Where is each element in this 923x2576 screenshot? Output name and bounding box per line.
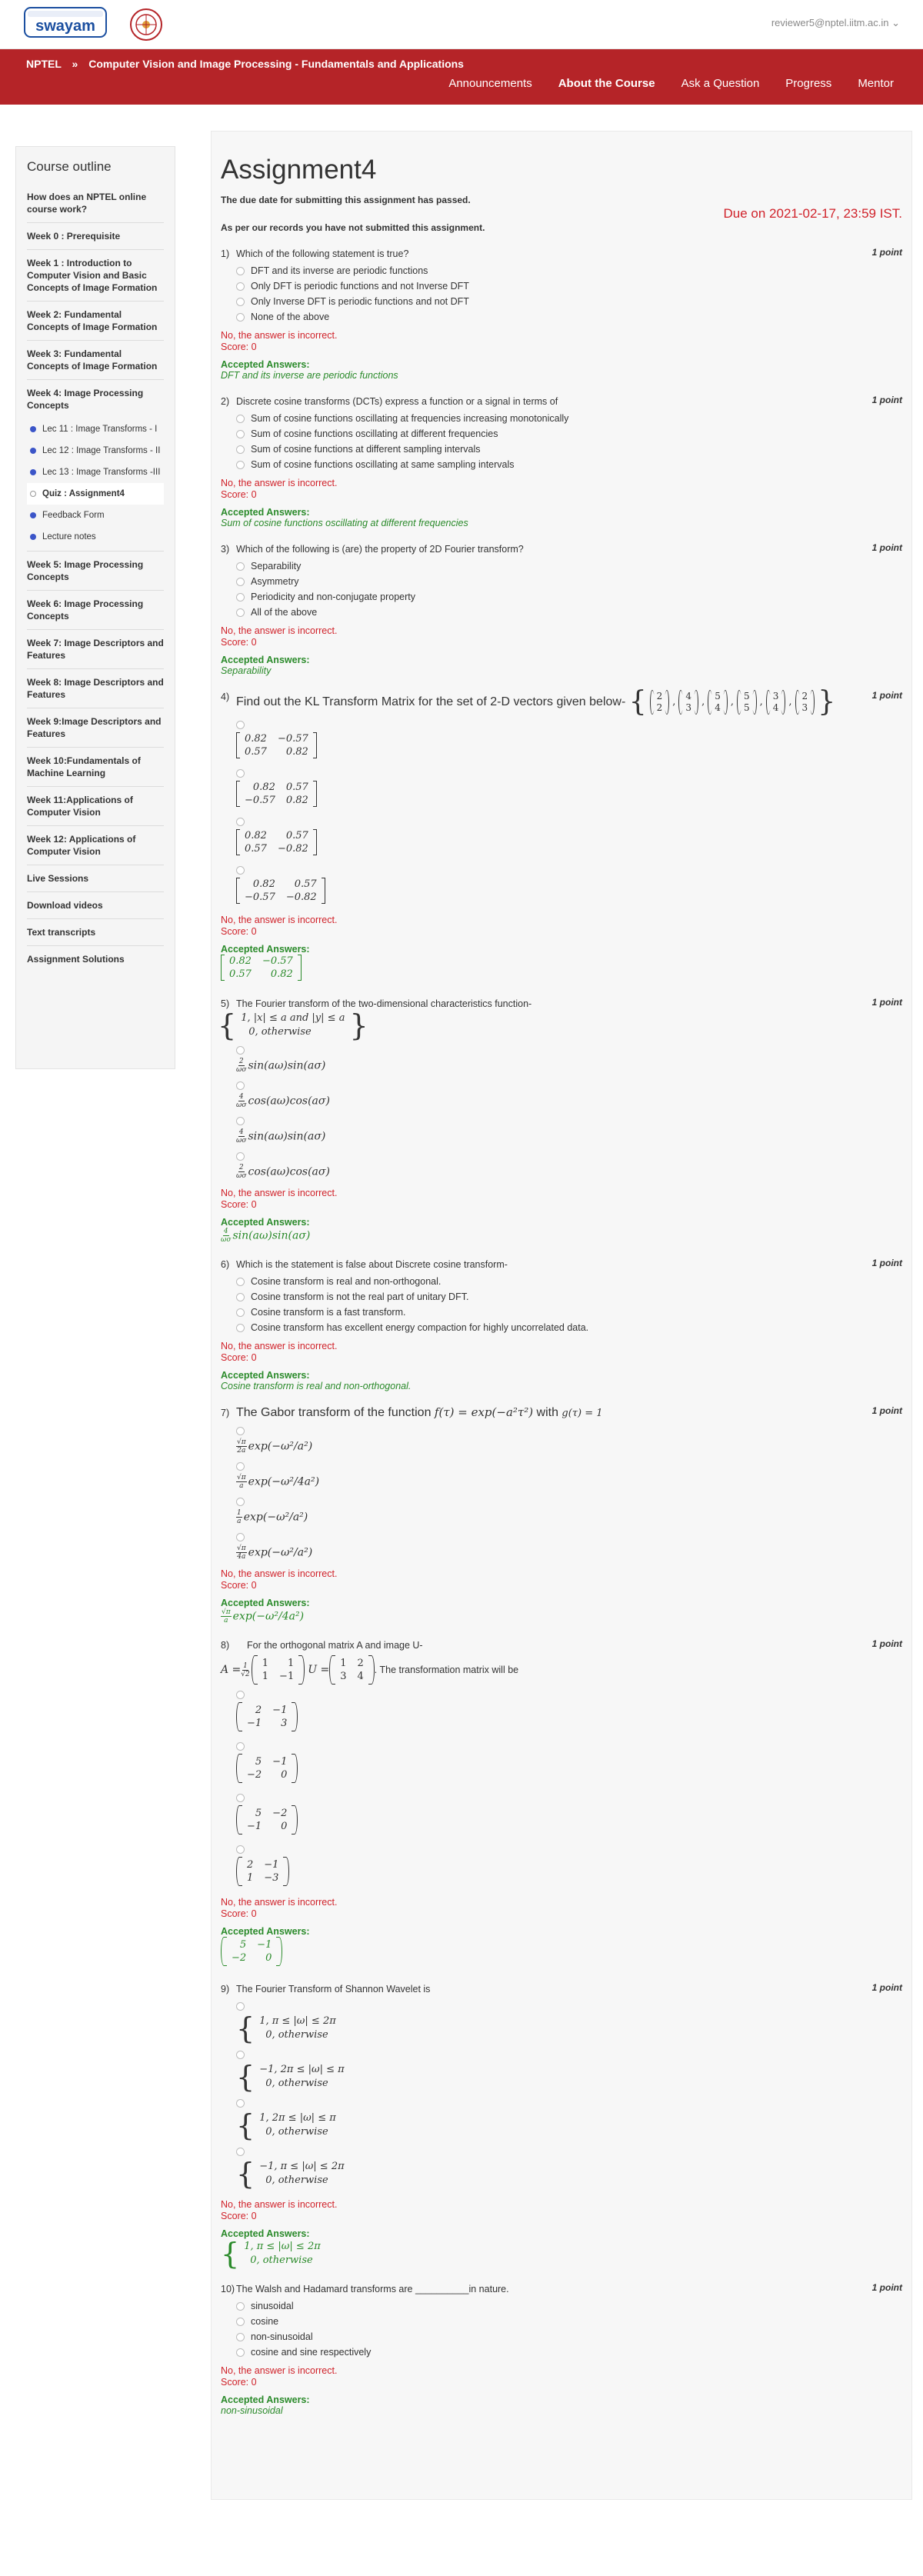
option-matrix[interactable]: 5 −2 −1 0 — [236, 1805, 902, 1838]
accepted-answers-title: Accepted Answers: — [221, 359, 310, 370]
option-formula[interactable]: $\frac{√\pi}{4a}$ exp(−ω²/a²) — [237, 1545, 313, 1561]
incorrect-label: No, the answer is incorrect. — [221, 915, 338, 925]
option[interactable] — [236, 444, 902, 455]
radio-button[interactable] — [236, 2051, 245, 2059]
radio-button[interactable] — [236, 2333, 245, 2341]
option-label: Periodicity and non-conjugate property — [251, 592, 416, 602]
question-text — [221, 686, 902, 718]
radio-button[interactable] — [236, 2318, 245, 2326]
question-number: 4) — [221, 691, 230, 702]
accepted-answer: Sum of cosine functions oscillating at different frequencies — [221, 518, 468, 528]
radio-button[interactable] — [236, 313, 245, 322]
accepted-answer: Separability — [221, 665, 272, 676]
score-label: Score: 0 — [221, 926, 257, 937]
accepted-answer: 5 −1 −2 0 — [221, 1937, 902, 1968]
sidebar-item-week8[interactable]: Week 8: Image Descriptors and Features — [27, 669, 164, 708]
accepted-answer: $\frac{√\pi}{a}$ exp(−ω²/4a²) — [222, 1608, 305, 1625]
score-label: Score: 0 — [221, 1580, 257, 1591]
option-matrix[interactable]: 0.82 0.57 −0.57 0.82 — [236, 781, 902, 810]
incorrect-label: No, the answer is incorrect. — [221, 2365, 338, 2376]
question-text — [221, 247, 902, 261]
breadcrumb-separator: » — [72, 58, 78, 70]
sidebar-subitem-label: Quiz : Assignment4 — [42, 489, 125, 498]
question-text — [221, 395, 902, 408]
question-1 — [221, 247, 902, 381]
radio-button[interactable] — [236, 2099, 245, 2108]
sidebar-subitem-lec11[interactable] — [27, 418, 164, 440]
option-label: Sum of cosine functions oscillating at different frequencies — [251, 428, 498, 439]
radio-button[interactable] — [236, 818, 245, 826]
point-label: 1 point — [871, 1638, 902, 1649]
option-label: Only DFT is periodic functions and not Inverse DFT — [251, 281, 469, 292]
incorrect-feedback — [221, 1188, 902, 1211]
option-formula[interactable]: $\frac{√\pi}{a}$ exp(−ω²/4a²) — [237, 1474, 320, 1490]
option-label: All of the above — [251, 607, 318, 618]
score-label: Score: 0 — [221, 342, 257, 352]
radio-button[interactable] — [236, 1427, 245, 1435]
radio-button[interactable] — [236, 769, 245, 778]
incorrect-label: No, the answer is incorrect. — [221, 2199, 338, 2210]
option-label: cosine — [251, 2316, 279, 2327]
option[interactable] — [236, 428, 902, 439]
radio-button[interactable] — [236, 1278, 245, 1286]
radio-button[interactable] — [236, 1794, 245, 1802]
sidebar-item-week3[interactable]: Week 3: Fundamental Concepts of Image Formation — [27, 341, 164, 380]
pending-circle-icon — [30, 491, 36, 497]
radio-button[interactable] — [236, 445, 245, 454]
sidebar-item-how-it-works[interactable]: How does an NPTEL online course work? — [27, 184, 164, 223]
score-label: Score: 0 — [221, 2377, 257, 2388]
radio-button[interactable] — [236, 593, 245, 602]
sidebar-item-week10[interactable]: Week 10:Fundamentals of Machine Learning — [27, 748, 164, 787]
question-6 — [221, 1258, 902, 1391]
score-label: Score: 0 — [221, 1908, 257, 1919]
option[interactable] — [236, 1307, 902, 1318]
radio-button[interactable] — [236, 1498, 245, 1506]
incorrect-label: No, the answer is incorrect. — [221, 625, 338, 636]
point-label: 1 point — [871, 2282, 902, 2293]
option-label: cosine and sine respectively — [251, 2347, 372, 2358]
incorrect-feedback — [221, 1897, 902, 1920]
question-text — [221, 1405, 902, 1421]
top-header — [0, 0, 923, 49]
accepted-answers-title: Accepted Answers: — [221, 507, 310, 518]
option-label: Separability — [251, 561, 302, 572]
radio-button[interactable] — [236, 1533, 245, 1541]
nav-mentor[interactable]: Mentor — [858, 77, 894, 90]
point-label: 1 point — [871, 997, 902, 1008]
deadline-passed-note: The due date for submitting this assignment has passed. — [221, 195, 471, 205]
logo-text: swayam — [35, 18, 95, 35]
accepted-answer: DFT and its inverse are periodic functions — [221, 370, 398, 381]
swayam-logo[interactable] — [23, 6, 108, 38]
option-formula[interactable]: $\frac{2}{\omega\sigma}$ cos(aω)cos(aσ) — [236, 1164, 330, 1180]
breadcrumb — [26, 58, 464, 70]
vector: 3 4 — [766, 690, 786, 715]
sidebar-item-week12[interactable]: Week 12: Applications of Computer Vision — [27, 826, 164, 865]
sidebar-subitem-label: Feedback Form — [42, 511, 105, 520]
sidebar-title: Course outline — [27, 159, 112, 174]
accepted-answers-title: Accepted Answers: — [221, 1926, 310, 1937]
page-title: Assignment4 — [221, 155, 377, 185]
option[interactable] — [236, 2331, 902, 2342]
option[interactable] — [236, 576, 902, 587]
question-7 — [221, 1405, 902, 1625]
radio-button[interactable] — [236, 415, 245, 423]
accepted-answer: $\frac{4}{\omega\sigma}$ sin(aω)sin(aσ) — [221, 1228, 311, 1244]
radio-button[interactable] — [236, 1152, 245, 1161]
option-label: Only Inverse DFT is periodic functions and not DFT — [251, 296, 469, 307]
question-text — [221, 542, 902, 556]
option-list — [236, 1046, 902, 1180]
radio-button[interactable] — [236, 2002, 245, 2011]
option-label: Cosine transform is a fast transform. — [251, 1307, 406, 1318]
matrix-a-label: A = — [221, 1664, 242, 1676]
completed-dot-icon — [30, 534, 36, 540]
question-10 — [221, 2282, 902, 2416]
radio-button[interactable] — [236, 461, 245, 469]
sidebar-item-week9[interactable]: Week 9:Image Descriptors and Features — [27, 708, 164, 748]
radio-button[interactable] — [236, 562, 245, 571]
vector: 2 2 — [650, 690, 670, 715]
assignment-panel — [211, 131, 912, 2500]
option-label: Sum of cosine functions oscillating at same sampling intervals — [251, 459, 515, 470]
option[interactable] — [236, 2316, 902, 2327]
sidebar-subitem-label: Lecture notes — [42, 532, 96, 542]
sidebar-subitem-label: Lec 11 : Image Transforms - I — [42, 425, 158, 434]
option-formula[interactable]: $\frac{4}{\omega\sigma}$ sin(aω)sin(aσ) — [236, 1128, 326, 1145]
radio-button[interactable] — [236, 578, 245, 586]
question-3 — [221, 542, 902, 676]
sidebar-item-week4[interactable]: Week 4: Image Processing Concepts — [27, 388, 144, 411]
course-nav-bar — [0, 49, 923, 105]
accepted-answers-title: Accepted Answers: — [221, 2228, 310, 2239]
radio-button[interactable] — [236, 2348, 245, 2357]
option-formula[interactable]: $\frac{2}{\omega\sigma}$ sin(aω)sin(aσ) — [236, 1058, 326, 1074]
question-4 — [221, 686, 902, 983]
score-label: Score: 0 — [221, 637, 257, 648]
option-list — [236, 721, 902, 907]
sidebar-item-week1[interactable]: Week 1 : Introduction to Computer Vision and Basic Concepts of Image Formation — [27, 250, 164, 302]
question-prompt: For the orthogonal matrix A and image U- — [247, 1640, 423, 1651]
question-2 — [221, 395, 902, 528]
point-label: 1 point — [871, 247, 902, 258]
incorrect-feedback — [221, 1568, 902, 1591]
option-formula[interactable]: $\frac{√\pi}{2a}$ exp(−ω²/a²) — [237, 1438, 313, 1455]
vector: 5 5 — [737, 690, 757, 715]
option-label: Cosine transform has excellent energy compaction for highly uncorrelated data. — [251, 1322, 589, 1333]
sidebar-item-week0[interactable]: Week 0 : Prerequisite — [27, 223, 164, 250]
vector: 5 4 — [708, 690, 728, 715]
option-label: Sum of cosine functions at different sampling intervals — [251, 444, 481, 455]
score-label: Score: 0 — [221, 489, 257, 500]
sidebar-subitem-label: Lec 13 : Image Transforms -III — [42, 468, 161, 477]
accepted-answer: 0.82 −0.57 0.57 0.82 — [221, 955, 902, 983]
incorrect-label: No, the answer is incorrect. — [221, 1568, 338, 1579]
orthogonal-matrix-definition: A = $\frac{1}{√2}$ 1 1 1 −1 U = 1 2 3 4 . The transformation matrix will be — [221, 1655, 902, 1685]
accepted-answers-title: Accepted Answers: — [221, 2394, 310, 2405]
option-label: None of the above — [251, 312, 330, 322]
incorrect-feedback — [221, 2199, 902, 2222]
matrix-u-label: U = — [308, 1664, 330, 1676]
question-number: 2) — [221, 396, 230, 407]
question-connector: with — [536, 1406, 558, 1419]
sidebar-item-assignment-solutions[interactable]: Assignment Solutions — [27, 954, 125, 965]
open-brace: { — [628, 686, 647, 718]
point-label: 1 point — [871, 1982, 902, 1993]
question-prompt: Which of the following statement is true? — [236, 248, 409, 259]
radio-button[interactable] — [236, 721, 245, 729]
question-prompt: The Fourier transform of the two-dimensional characteristics function- — [236, 998, 532, 1009]
option-list — [236, 2002, 902, 2191]
score-label: Score: 0 — [221, 2211, 257, 2221]
option[interactable] — [236, 561, 902, 572]
user-menu[interactable] — [771, 17, 900, 29]
sidebar-subitem-notes[interactable] — [27, 526, 164, 552]
option[interactable] — [236, 592, 902, 602]
option-matrix[interactable]: 0.82 0.57 −0.57 −0.82 — [236, 878, 902, 907]
question-tail: . The transformation matrix will be — [374, 1665, 519, 1675]
radio-button[interactable] — [236, 1293, 245, 1301]
option-matrix[interactable]: 2 −1 1 −3 — [236, 1857, 902, 1889]
sidebar-item-week7[interactable]: Week 7: Image Descriptors and Features — [27, 630, 164, 669]
incorrect-feedback — [221, 478, 902, 501]
option[interactable] — [236, 1291, 902, 1302]
incorrect-feedback — [221, 1341, 902, 1364]
question-text — [221, 997, 902, 1011]
chevron-down-icon: ⌄ — [891, 17, 900, 28]
incorrect-feedback — [221, 330, 902, 353]
question-number: 10) — [221, 2284, 235, 2294]
accepted-answers-title: Accepted Answers: — [221, 944, 310, 955]
radio-button[interactable] — [236, 1046, 245, 1055]
option-piecewise[interactable]: { −1, π ≤ |ω| ≤ 2π 0, otherwise — [236, 2157, 345, 2191]
question-text — [221, 2282, 902, 2296]
sidebar-item-week11[interactable]: Week 11:Applications of Computer Vision — [27, 787, 164, 826]
point-label: 1 point — [871, 1405, 902, 1416]
nav-ask-question[interactable]: Ask a Question — [681, 77, 760, 90]
option[interactable] — [236, 312, 902, 322]
question-prompt: Which is the statement is false about Discrete cosine transform- — [236, 1259, 508, 1270]
question-8 — [221, 1638, 902, 1968]
option-label: DFT and its inverse are periodic functions — [251, 265, 428, 276]
question-number: 9) — [221, 1984, 230, 1994]
question-number: 6) — [221, 1259, 230, 1270]
incorrect-label: No, the answer is incorrect. — [221, 330, 338, 341]
radio-button[interactable] — [236, 2148, 245, 2156]
radio-button[interactable] — [236, 298, 245, 306]
question-number: 3) — [221, 544, 230, 555]
incorrect-feedback — [221, 915, 902, 938]
user-email: reviewer5@nptel.iitm.ac.in — [771, 17, 889, 28]
option[interactable] — [236, 2347, 902, 2358]
due-date: Due on 2021-02-17, 23:59 IST. — [723, 206, 902, 221]
incorrect-feedback — [221, 625, 902, 648]
radio-button[interactable] — [236, 1117, 245, 1125]
gabor-window: g(τ) = 1 — [561, 1408, 603, 1419]
question-5 — [218, 997, 902, 1244]
option-label: Cosine transform is not the real part of unitary DFT. — [251, 1291, 469, 1302]
characteristic-function: { 1, |x| ≤ a and |y| ≤ a 0, otherwise } — [218, 1008, 368, 1042]
radio-button[interactable] — [236, 1845, 245, 1854]
accepted-answer: non-sinusoidal — [221, 2405, 283, 2416]
sidebar-subitem-feedback[interactable] — [27, 505, 164, 526]
radio-button[interactable] — [236, 2302, 245, 2311]
nav-progress[interactable]: Progress — [785, 77, 832, 90]
sidebar-item-text-transcripts[interactable]: Text transcripts — [27, 919, 164, 946]
option-formula[interactable]: $\frac{1}{a}$ exp(−ω²/a²) — [237, 1509, 308, 1525]
radio-button[interactable] — [236, 267, 245, 275]
sidebar-subitem-label: Lec 12 : Image Transforms - II — [42, 446, 161, 455]
completed-dot-icon — [30, 448, 36, 454]
question-number: 8) — [221, 1640, 230, 1651]
accepted-answers-title: Accepted Answers: — [221, 655, 310, 665]
score-label: Score: 0 — [221, 1199, 257, 1210]
option-label: Cosine transform is real and non-orthogonal. — [251, 1276, 442, 1287]
question-prompt: The Walsh and Hadamard transforms are __________in nature. — [236, 2284, 509, 2294]
option[interactable] — [236, 281, 902, 292]
point-label: 1 point — [871, 690, 902, 701]
radio-button[interactable] — [236, 866, 245, 875]
breadcrumb-root[interactable]: NPTEL — [26, 58, 62, 70]
question-prompt: Discrete cosine transforms (DCTs) express a function or a signal in terms of — [236, 396, 558, 407]
sidebar-item-live-sessions[interactable]: Live Sessions — [27, 865, 164, 892]
point-label: 1 point — [871, 1258, 902, 1268]
option[interactable] — [236, 607, 902, 618]
accepted-answers-title: Accepted Answers: — [221, 1370, 310, 1381]
option-piecewise[interactable]: { 1, π ≤ |ω| ≤ 2π 0, otherwise — [236, 2011, 336, 2045]
point-label: 1 point — [871, 395, 902, 405]
radio-button[interactable] — [236, 1324, 245, 1332]
option-matrix[interactable]: 0.82 0.57 0.57 −0.82 — [236, 829, 902, 858]
option[interactable] — [236, 265, 902, 276]
accepted-answer: { 1, π ≤ |ω| ≤ 2π 0, otherwise — [221, 2237, 321, 2271]
incorrect-label: No, the answer is incorrect. — [221, 478, 338, 488]
option-matrix[interactable]: 5 −1 −2 0 — [236, 1754, 902, 1786]
option-piecewise[interactable]: { 1, 2π ≤ |ω| ≤ π 0, otherwise — [236, 2108, 336, 2142]
incorrect-label: No, the answer is incorrect. — [221, 1897, 338, 1908]
option[interactable] — [236, 296, 902, 307]
point-label: 1 point — [871, 542, 902, 553]
score-label: Score: 0 — [221, 1352, 257, 1363]
radio-button[interactable] — [236, 1462, 245, 1471]
radio-button[interactable] — [236, 1691, 245, 1699]
question-prompt: Find out the KL Transform Matrix for the set of 2-D vectors given below- — [236, 695, 626, 709]
completed-dot-icon — [30, 469, 36, 475]
option-label: Sum of cosine functions oscillating at frequencies increasing monotonically — [251, 413, 569, 424]
question-prompt: The Fourier Transform of Shannon Wavelet is — [236, 1984, 431, 1994]
sidebar-item-download-videos[interactable]: Download videos — [27, 892, 164, 919]
course-outline-sidebar — [15, 146, 175, 1069]
question-prompt: The Gabor transform of the function — [236, 1406, 432, 1419]
incorrect-label: No, the answer is incorrect. — [221, 1341, 338, 1351]
accepted-answers-title: Accepted Answers: — [221, 1217, 310, 1228]
radio-button[interactable] — [236, 1742, 245, 1751]
sidebar-subitem-lec13[interactable] — [27, 462, 164, 483]
question-text — [221, 1982, 902, 1996]
radio-button[interactable] — [236, 1081, 245, 1090]
radio-button[interactable] — [236, 608, 245, 617]
radio-button[interactable] — [236, 1308, 245, 1317]
nav-about-course[interactable]: About the Course — [558, 77, 655, 90]
option-list — [236, 1427, 902, 1561]
vector: 2 3 — [795, 690, 815, 715]
institute-seal-logo — [129, 8, 163, 42]
incorrect-label: No, the answer is incorrect. — [221, 1188, 338, 1198]
accepted-answers-title: Accepted Answers: — [221, 1598, 310, 1608]
question-number: 5) — [221, 998, 230, 1009]
question-number: 7) — [221, 1408, 230, 1418]
option[interactable] — [236, 413, 902, 424]
course-title[interactable]: Computer Vision and Image Processing - Fundamentals and Applications — [88, 58, 464, 70]
question-text — [221, 1638, 902, 1652]
vector-set: { 2 2 , 4 3 , 5 4 , 5 5 , 3 4 , 2 3 } — [628, 686, 836, 718]
completed-dot-icon — [30, 512, 36, 518]
question-prompt: Which of the following is (are) the property of 2D Fourier transform? — [236, 544, 524, 555]
option-label: Asymmetry — [251, 576, 299, 587]
sidebar-subitem-lec12[interactable] — [27, 440, 164, 462]
option-piecewise[interactable]: { −1, 2π ≤ |ω| ≤ π 0, otherwise — [236, 2060, 345, 2094]
question-number: 1) — [221, 248, 230, 259]
sidebar-item-week5[interactable]: Week 5: Image Processing Concepts — [27, 552, 164, 591]
accepted-answer: Cosine transform is real and non-orthogonal. — [221, 1381, 412, 1391]
radio-button[interactable] — [236, 430, 245, 438]
option-matrix[interactable]: 2 −1 −1 3 — [236, 1702, 902, 1735]
option-label: non-sinusoidal — [251, 2331, 313, 2342]
option-matrix[interactable]: 0.82 −0.57 0.57 0.82 — [236, 732, 902, 761]
option-list — [236, 1691, 902, 1889]
option[interactable] — [236, 2301, 902, 2311]
sidebar-subitem-quiz[interactable] — [27, 483, 164, 505]
option-formula[interactable]: $\frac{4}{\omega\sigma}$ cos(aω)cos(aσ) — [236, 1093, 330, 1109]
close-brace: } — [818, 686, 836, 718]
nav-links — [448, 77, 894, 90]
option[interactable] — [236, 1322, 902, 1333]
option[interactable] — [236, 459, 902, 470]
sidebar-item-week2[interactable]: Week 2: Fundamental Concepts of Image Formation — [27, 302, 164, 341]
completed-dot-icon — [30, 426, 36, 432]
gabor-function: f(τ) = exp(−a²τ²) — [434, 1405, 534, 1419]
sidebar-item-week6[interactable]: Week 6: Image Processing Concepts — [27, 591, 164, 630]
vector: 4 3 — [678, 690, 698, 715]
option[interactable] — [236, 1276, 902, 1287]
nav-announcements[interactable]: Announcements — [448, 77, 532, 90]
option-label: sinusoidal — [251, 2301, 294, 2311]
question-9 — [221, 1982, 902, 2271]
not-submitted-note: As per our records you have not submitted this assignment. — [221, 222, 485, 233]
radio-button[interactable] — [236, 282, 245, 291]
incorrect-feedback — [221, 2365, 902, 2388]
question-text — [221, 1258, 902, 1271]
